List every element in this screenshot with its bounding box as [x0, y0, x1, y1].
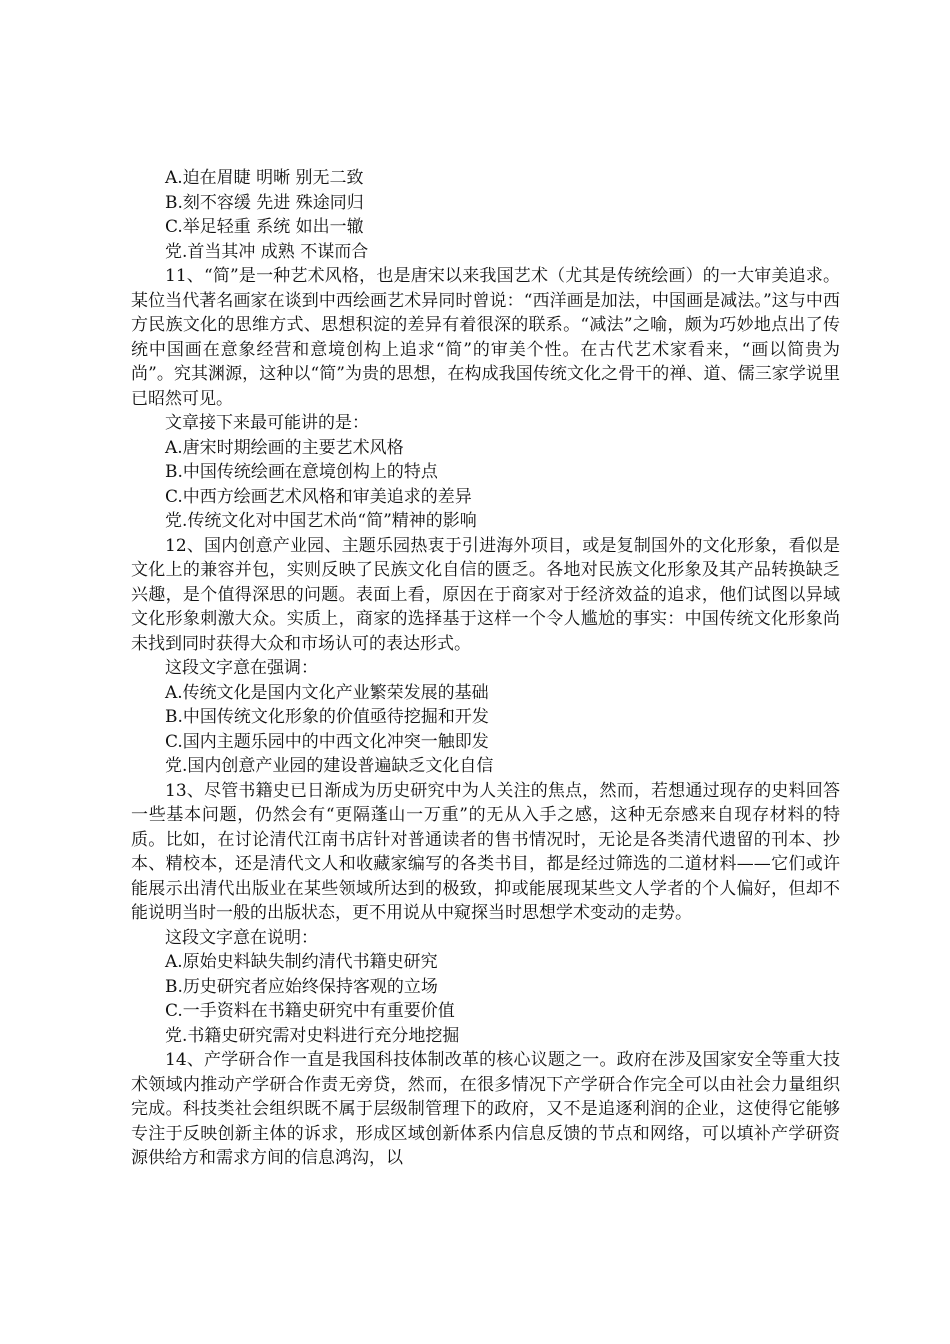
question-10-options [131, 166, 840, 264]
question-14 [131, 1048, 840, 1171]
q10-option-d: 党.首当其冲 成熟 不谋而合 [165, 241, 369, 262]
q11-option-a: A.唐宋时期绘画的主要艺术风格 [165, 437, 404, 458]
q13-option-d: 党.书籍史研究需对史料进行充分地挖掘 [165, 1025, 460, 1046]
q10-option-a: A.迫在眉睫 明晰 别无二致 [165, 168, 364, 188]
q12-option-a: A.传统文化是国内文化产业繁荣发展的基础 [165, 682, 489, 703]
q11-option-c: C.中西方绘画艺术风格和审美追求的差异 [165, 486, 472, 507]
q13-option-b: B.历史研究者应始终保持客观的立场 [165, 976, 438, 997]
question-13 [131, 779, 840, 1049]
q11-passage: 11、“简”是一种艺术风格，也是唐宋以来我国艺术（尤其是传统绘画）的一大审美追求。某位当代著名画家在谈到中西绘画艺术异同时曾说：“西洋画是加法，中国画是减法。”这与中西方民族文化的思维方式、思想积淀的差异有着很深的联系。“减法”之喻，颇为巧妙地点出了传统中国画在意象经营和意境创构上追求“简”的审美个性。在古代艺术家看来，“画以简贵为尚”。究其渊源，这种以“简”为贵的思想，在构成我国传统文化之骨干的禅、道、儒三家学说里已昭然可见。 [131, 266, 840, 409]
q14-passage: 14、产学研合作一直是我国科技体制改革的核心议题之一。政府在涉及国家安全等重大技术领域内推动产学研合作责无旁贷，然而，在很多情况下产学研合作完全可以由社会力量组织完成。科技类社会组织既不属于层级制管理下的政府，又不是追逐利润的企业，这使得它能够专注于反映创新主体的诉求，形成区域创新体系内信息反馈的节点和网络，可以填补产学研资源供给方和需求方间的信息鸿沟，以 [131, 1050, 840, 1168]
q11-option-b: B.中国传统绘画在意境创构上的特点 [165, 462, 438, 482]
q12-option-c: C.国内主题乐园中的中西文化冲突一触即发 [165, 731, 489, 752]
q12-option-d: 党.国内创意产业园的建设普遍缺乏文化自信 [165, 756, 494, 776]
q12-passage: 12、国内创意产业园、主题乐园热衷于引进海外项目，或是复制国外的文化形象，看似是文化上的兼容并包，实则反映了民族文化自信的匮乏。各地对民族文化形象及其产品转换缺乏兴趣，是个值得深思的问题。表面上看，原因在于商家对于经济效益的追求，他们试图以异域文化形象刺激大众。实质上，商家的选择基于这样一个令人尴尬的事实：中国传统文化形象尚未找到同时获得大众和市场认可的表达形式。 [131, 535, 840, 654]
q12-prompt: 这段文字意在强调： [165, 658, 318, 678]
q13-prompt: 这段文字意在说明： [165, 927, 318, 948]
q11-option-d: 党.传统文化对中国艺术尚“简”精神的影响 [165, 511, 477, 531]
q10-option-c: C.举足轻重 系统 如出一辙 [165, 217, 364, 237]
question-11 [131, 264, 840, 534]
question-12 [131, 534, 840, 779]
q13-option-c: C.一手资料在书籍史研究中有重要价值 [165, 1001, 455, 1021]
q13-option-a: A.原始史料缺失制约清代书籍史研究 [165, 952, 438, 972]
q13-passage: 13、尽管书籍史已日渐成为历史研究中为人关注的焦点，然而，若想通过现存的史料回答一些基本问题，仍然会有“更隔蓬山一万重”的无从入手之感，这种无奈感来自现存材料的特质。比如，在讨论清代江南书店针对普通读者的售书情况时，无论是各类清代遗留的刊本、抄本、精校本，还是清代文人和收藏家编写的各类书目，都是经过筛选的二道材料——它们或许能展示出清代出版业在某些领域所达到的极致，抑或能展现某些文人学者的个人偏好，但却不能说明当时一般的出版状态，更不用说从中窥探当时思想学术变动的走势。 [131, 780, 840, 923]
document-page [131, 166, 840, 1171]
q10-option-b: B.刻不容缓 先进 殊途同归 [165, 192, 364, 213]
q12-option-b: B.中国传统文化形象的价值亟待挖掘和开发 [165, 707, 489, 727]
q11-prompt: 文章接下来最可能讲的是： [165, 413, 369, 433]
